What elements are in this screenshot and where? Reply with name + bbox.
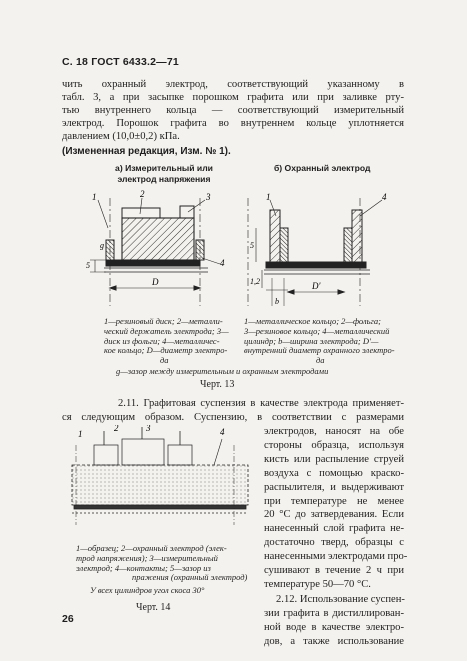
caption-line: цилиндр; b—ширина электрода; D'— <box>244 335 379 346</box>
figure14-caption <box>76 544 262 583</box>
text-line: электрод. Порошок графита во внутреннем кольце уплотняется <box>62 118 404 129</box>
dim-5: 5 <box>86 261 90 270</box>
text-line: сушивают в течение 2 ч при <box>264 565 404 577</box>
edition-note: (Измененная редакция, Изм. № 1). <box>62 146 231 157</box>
text-line: температуре 50—70 °С. <box>264 578 371 590</box>
figure13-panel-b-title: б) Охранный электрод <box>274 163 371 173</box>
figure13-label: Черт. 13 <box>200 379 235 390</box>
figure13-panel-a-title <box>98 163 230 185</box>
dim-b: b <box>275 297 279 306</box>
figure13-drawing <box>60 188 410 313</box>
text-line: воздуха с помощью краско- <box>264 467 404 479</box>
callout-2: 2 <box>140 189 145 199</box>
callout-4: 4 <box>220 258 225 268</box>
text-line: ной воде в качестве электро- <box>264 621 404 633</box>
figure13-caption-a <box>104 317 236 366</box>
caption-line: 1—металлическое кольцо; 2—фольга; <box>244 316 381 326</box>
figure13-caption-b <box>244 317 414 366</box>
panel-a-title-line: электрод напряжения <box>117 174 211 184</box>
fig14-callout-1: 1 <box>78 429 83 439</box>
text-line: электродов, наносят на обе <box>264 426 404 437</box>
dim-g: g <box>100 241 104 250</box>
text-line: ся следующим образом. Суспензию, в соответствии с размерами <box>62 412 404 423</box>
text-line: нанесенный слой графита не- <box>264 523 404 535</box>
text-line: тью внутреннего кольца — соответствующий измерительный <box>62 105 404 116</box>
section-2-11-intro <box>62 397 404 425</box>
text-line: стороны образца, используя <box>264 439 404 451</box>
text-line: чить охранный электрод, соответствующий указанному в <box>62 79 404 90</box>
figure14-drawing <box>64 425 254 535</box>
figure13-gap-note: g—зазор между измерительным и охранным электродами <box>116 366 329 376</box>
caption-line: пражения (охранный электрод) <box>132 572 248 583</box>
caption-line: диск из фольги; 4—металличес- <box>104 335 220 346</box>
text-line: 20 °С до затвердевания. Если <box>264 509 404 521</box>
caption-line: внутренний диаметр охранного электро- <box>244 345 395 356</box>
section-2-11-wrap <box>264 425 408 592</box>
text-line: зии графита в дистиллирован- <box>264 607 404 619</box>
dim-Dprime: D' <box>312 281 321 291</box>
text-line: табл. 3, а при засыпке порошком графита или при заливке рту- <box>62 92 404 103</box>
text-line: распылителя, и выдерживают <box>264 481 404 493</box>
text-line: кисть или распыление струей <box>264 453 404 465</box>
fig14-callout-2: 2 <box>114 425 119 433</box>
text-line: достаточно тверд, образцы с <box>264 537 404 549</box>
figure14-note: У всех цилиндров угол скоса 30° <box>90 585 205 595</box>
text-line: 2.11. Графитовая суспензия в качестве электрода применяет- <box>118 398 404 409</box>
caption-line: кое кольцо; D—диаметр электро- <box>104 345 228 356</box>
caption-line: да <box>316 355 325 366</box>
panel-a-title-line: а) Измерительный или <box>115 163 213 173</box>
section-2-12-wrap <box>264 593 404 649</box>
text-line: при температуре не менее <box>264 495 404 507</box>
caption-line: ческий держатель электрода; 3— <box>104 325 229 336</box>
dim-1-2: 1,2 <box>250 277 260 286</box>
text-line: дов, а также использование <box>264 635 404 647</box>
fig14-callout-3: 3 <box>146 425 151 433</box>
callout-1b: 1 <box>266 192 271 202</box>
caption-line: да <box>160 355 169 366</box>
caption-line: 1—образец; 2—охранный электрод (элек- <box>76 543 227 553</box>
intro-paragraph <box>62 78 404 143</box>
text-line: 2.12. Использование суспен- <box>276 594 405 605</box>
callout-1: 1 <box>92 192 97 202</box>
panel-a-drawing <box>90 198 220 306</box>
dim-5b: 5 <box>250 241 254 250</box>
callout-4b: 4 <box>382 192 387 202</box>
figure14-label: Черт. 14 <box>136 602 171 613</box>
text-line: нанесенными электродами про- <box>264 551 408 563</box>
fig14-callout-4: 4 <box>220 427 225 437</box>
dim-D: D <box>152 277 159 287</box>
caption-line: трод напряжения); 3—измерительный <box>76 552 218 563</box>
text-line: давлением (10,0±0,2) кПа. <box>62 131 180 142</box>
caption-line: электрод; 4—контакты; 5—зазор из <box>76 562 211 573</box>
callout-3: 3 <box>206 192 211 202</box>
page-header: С. 18 ГОСТ 6433.2—71 <box>62 56 179 68</box>
caption-line: 3—резиновое кольцо; 4—металлический <box>244 325 390 336</box>
page-number: 26 <box>62 613 74 625</box>
caption-line: 1—резиновый диск; 2—металли- <box>104 316 223 326</box>
